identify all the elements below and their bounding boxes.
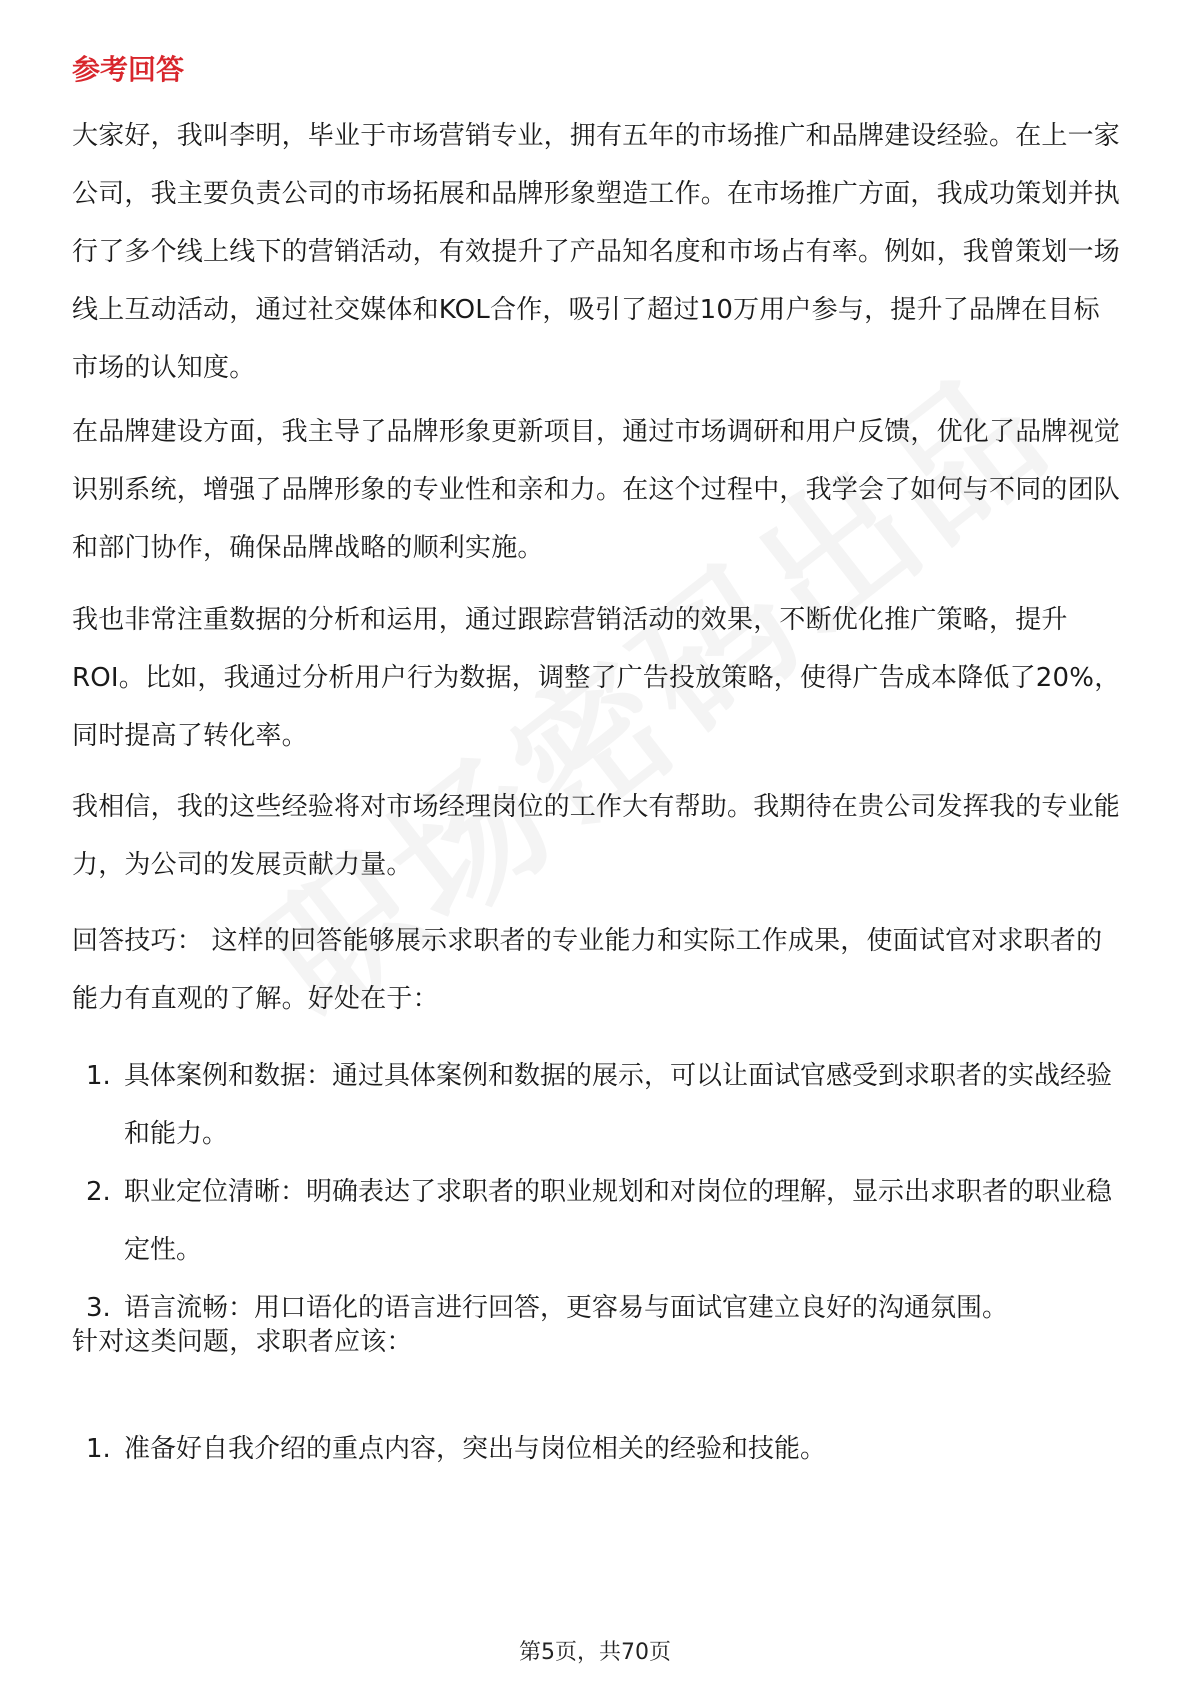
paragraph-advice-intro: 针对这类问题，求职者应该： xyxy=(72,1327,413,1357)
page-number: 第5页，共70页 xyxy=(519,1640,671,1665)
advice-list xyxy=(72,1420,1122,1478)
list-item xyxy=(72,1163,1122,1279)
list-item xyxy=(72,1420,1122,1478)
list-item xyxy=(72,1047,1122,1163)
tips-list xyxy=(72,1047,1122,1337)
list-number: 1. xyxy=(86,1061,111,1091)
list-text: 职业定位清晰：明确表达了求职者的职业规划和对岗位的理解，显示出求职者的职业稳定性。 xyxy=(124,1177,1113,1265)
list-text: 准备好自我介绍的重点内容，突出与岗位相关的经验和技能。 xyxy=(124,1434,827,1464)
list-text: 具体案例和数据：通过具体案例和数据的展示，可以让面试官感受到求职者的实战经验和能力。 xyxy=(124,1061,1113,1149)
section-heading: 参考回答 xyxy=(72,53,185,86)
paragraph-closing: 我相信，我的这些经验将对市场经理岗位的工作大有帮助。我期待在贵公司发挥我的专业能力，为公司的发展贡献力量。 xyxy=(72,792,1121,880)
list-number: 3. xyxy=(86,1293,111,1323)
list-number: 2. xyxy=(86,1177,111,1207)
paragraph-tips-intro: 回答技巧： 这样的回答能够展示求职者的专业能力和实际工作成果，使面试官对求职者的能力有直观的了解。好处在于： xyxy=(72,926,1103,1014)
paragraph-brand: 在品牌建设方面，我主导了品牌形象更新项目，通过市场调研和用户反馈，优化了品牌视觉识别系统，增强了品牌形象的专业性和亲和力。在这个过程中，我学会了如何与不同的团队和部门协作，确保品牌战略的顺利实施。 xyxy=(72,417,1121,563)
list-number: 1. xyxy=(86,1434,111,1464)
list-text: 语言流畅：用口语化的语言进行回答，更容易与面试官建立良好的沟通氛围。 xyxy=(124,1293,1009,1323)
paragraph-data: 我也非常注重数据的分析和运用，通过跟踪营销活动的效果，不断优化推广策略，提升ROI。比如，我通过分析用户行为数据，调整了广告投放策略，使得广告成本降低了20%，同时提高了转化率。 xyxy=(72,605,1121,751)
paragraph-intro: 大家好，我叫李明，毕业于市场营销专业，拥有五年的市场推广和品牌建设经验。在上一家公司，我主要负责公司的市场拓展和品牌形象塑造工作。在市场推广方面，我成功策划并执行了多个线上线下的营销活动，有效提升了产品知名度和市场占有率。例如，我曾策划一场线上互动活动，通过社交媒体和KOL合作，吸引了超过10万用户参与，提升了品牌在目标市场的认知度。 xyxy=(72,121,1121,383)
